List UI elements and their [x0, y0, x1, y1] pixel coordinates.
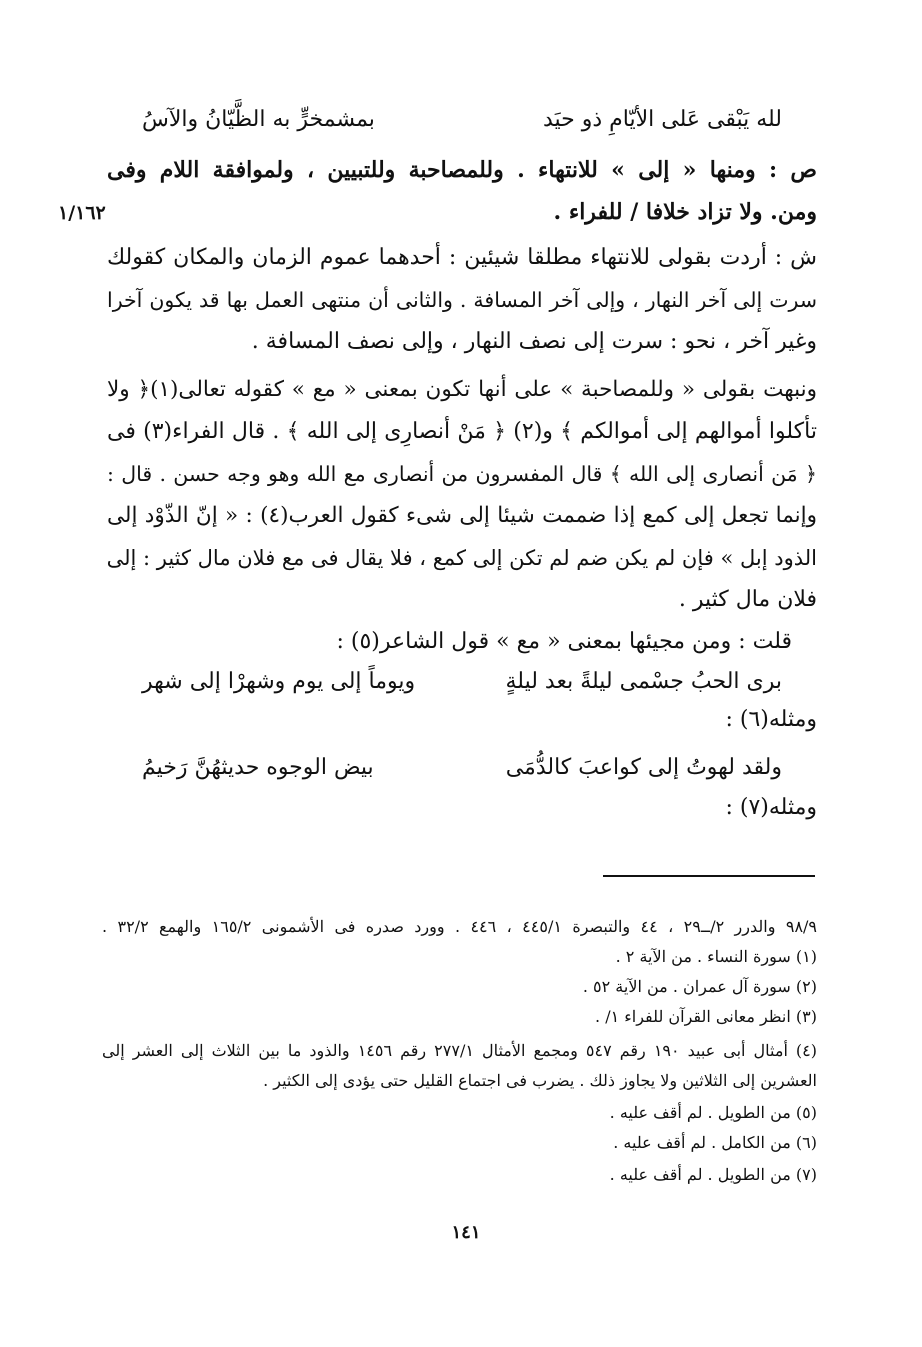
verse-hemistich-1: ولقد لهوتُ إلى كواعبَ كالدُّمَى: [505, 755, 782, 780]
verse-top: [142, 100, 782, 140]
footnote-line: (٥) من الطويل . لم أقف عليه .: [609, 1103, 817, 1122]
footnote-line: (٢) سورة آل عمران . من الآية ٥٢ .: [582, 977, 817, 996]
verse-hemistich-1: برى الحبُ جسْمى ليلةً بعد ليلةٍ: [505, 669, 782, 694]
para2-line-6: فلان مال كثير .: [678, 587, 817, 612]
footnote-line: (١) سورة النساء . من الآية ٢ .: [615, 947, 817, 966]
footnote-line: (٤) أمثال أبى عبيد ١٩٠ رقم ٥٤٧ ومجمع الأمثال ٢٧٧/١ رقم ١٤٥٦ والذود ما بين الثلاث إلى العشر إلى: [102, 1041, 818, 1060]
sharh-line-2: سرت إلى آخر النهار ، وإلى آخر المسافة . والثانى أن منتهى العمل بها قد يكون آخرا: [107, 288, 817, 312]
para2-line-3: ﴿ مَن أنصارى إلى الله ﴾ قال المفسرون من أنصارى مع الله وهو وجه حسن . قال :: [107, 462, 817, 486]
mithluh-6: ومثله(٦) :: [725, 707, 817, 732]
mithluh-7: ومثله(٧) :: [725, 795, 817, 820]
para2-line-4: وإنما تجعل إلى كمع إذا ضممت شيئا إلى شىء كقول العرب(٤) : « إنّ الذّوْد إلى: [107, 503, 817, 528]
verse-2: [142, 662, 782, 702]
verse-hemistich-2: ويوماً إلى يوم وشهرْا إلى شهر: [142, 669, 416, 694]
sharh-line-3: وغير آخر ، نحو : سرت إلى نصف النهار ، وإلى نصف المسافة .: [251, 329, 817, 354]
matn-line-1: ص : ومنها « إلى » للانتهاء . وللمصاحبة وللتبيين ، ولموافقة اللام وفى: [107, 157, 817, 183]
footnote-separator: [603, 875, 815, 877]
matn-line-2: ومن. ولا تزاد خلافا / للفراء .: [553, 199, 817, 225]
page-number: ١٤١: [451, 1222, 481, 1243]
para2-line-5: الذود إبل » فإن لم يكن ضم لم تكن إلى كمع ، فلا يقال فى مع فلان مال كثير : إلى: [106, 546, 817, 570]
margin-folio-reference: ١/١٦٢: [58, 202, 106, 224]
sharh-line-1: ش : أردت بقولى للانتهاء مطلقا شيئين : أحدهما عموم الزمان والمكان كقولك: [107, 245, 817, 270]
qultu-line: قلت : ومن مجيئها بمعنى « مع » قول الشاعر(٥) :: [336, 629, 792, 654]
verse-hemistich-2: بمشمخرٍّ به الظَّيّانُ والآسُ: [142, 107, 375, 132]
para2-line-2: تأكلوا أموالهم إلى أموالكم ﴾ و(٢) ﴿ مَنْ أنصارِى إلى الله ﴾ . قال الفراء(٣) فى: [107, 419, 817, 444]
verse-hemistich-2: بيض الوجوه حديثهُنَّ رَخيمُ: [142, 755, 374, 780]
verse-3: [142, 748, 782, 788]
footnote-line: العشرين إلى الثلاثين ولا يجاوز ذلك . يضرب فى اجتماع القليل حتى يؤدى إلى الكثير .: [263, 1071, 817, 1090]
footnote-line: (٦) من الكامل . لم أقف عليه .: [613, 1133, 817, 1152]
para2-line-1: ونبهت بقولى « وللمصاحبة » على أنها تكون بمعنى « مع » كقوله تعالى(١)﴿ ولا: [107, 377, 817, 402]
footnote-line: ٩٨/٩ والدرر ٢/ــ٢٩ ، ٤٤ والتبصرة ٤٤٥/١ ، ٤٤٦ . وورد صدره فى الأشمونى ١٦٥/٢ والهمع ٣٢/٢ .: [102, 917, 818, 936]
footnote-line: (٣) انظر معانى القرآن للفراء ١/ .: [595, 1007, 817, 1026]
verse-hemistich-1: لله يَبْقى عَلى الأيّامِ ذو حيَد: [542, 107, 782, 132]
footnote-line: (٧) من الطويل . لم أقف عليه .: [609, 1165, 817, 1184]
